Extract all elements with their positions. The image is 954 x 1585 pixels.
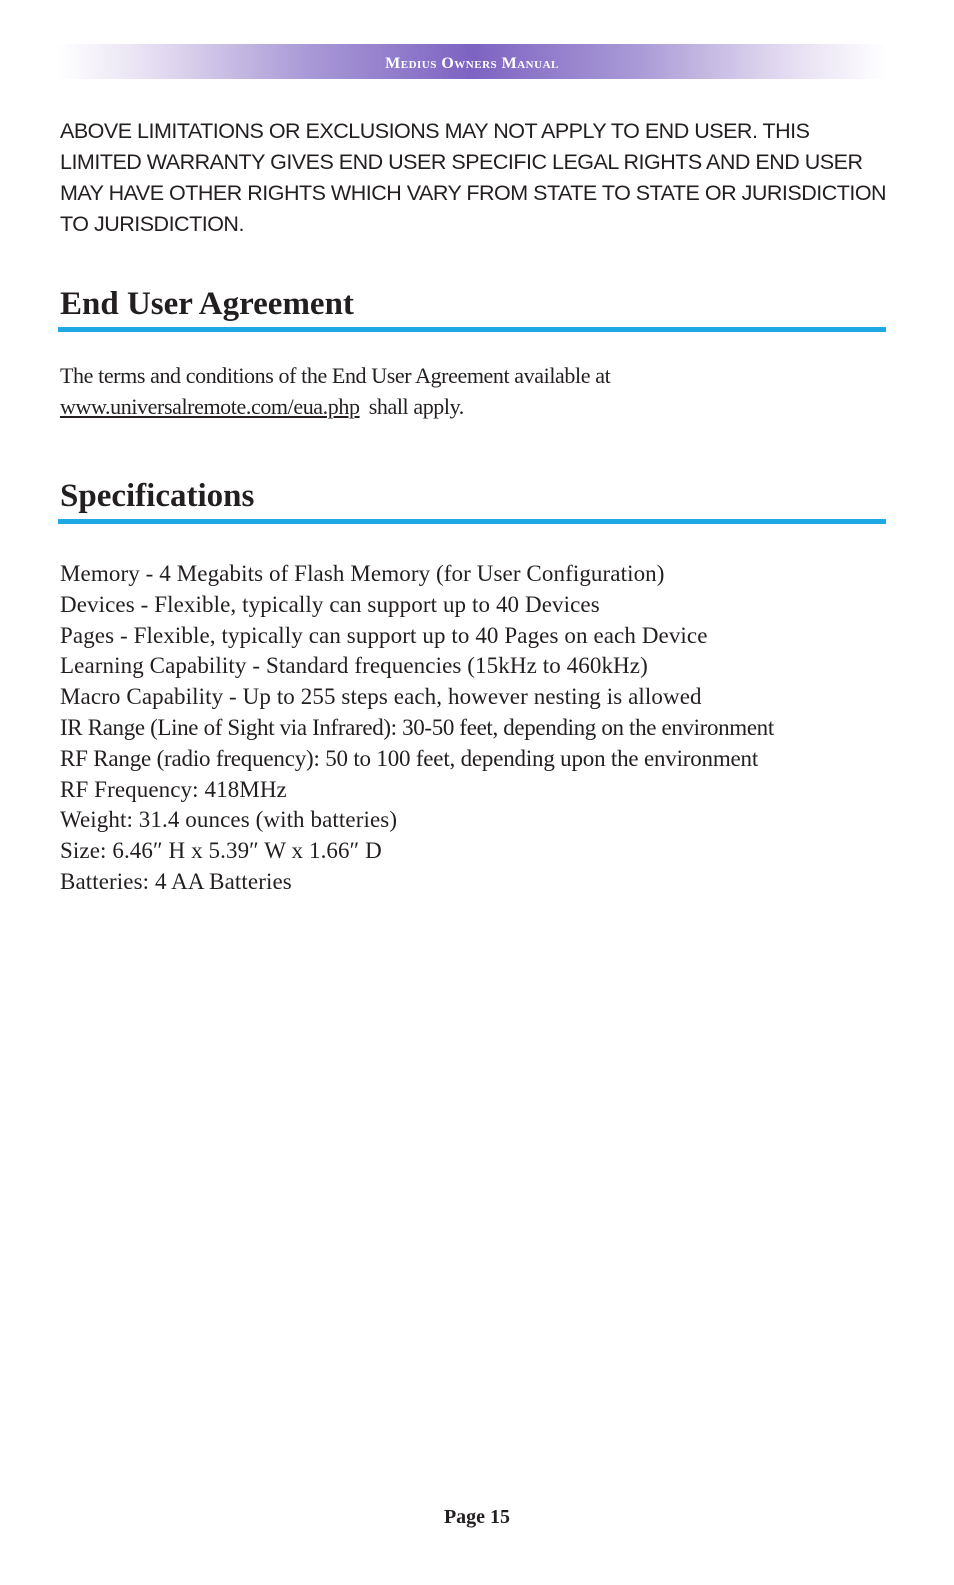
spec-item: Batteries: 4 AA Batteries <box>60 868 292 894</box>
spec-item: Learning Capability - Standard frequencies (15kHz to 460kHz) <box>60 653 648 679</box>
manual-title: Medius Owners Manual <box>385 54 559 72</box>
section-divider <box>58 519 886 524</box>
spec-item: RF Range (radio frequency): 50 to 100 feet, depending upon the environment <box>60 745 759 771</box>
spec-item: Size: 6.46″ H x 5.39″ W x 1.66″ D <box>60 838 382 864</box>
specifications-list <box>60 559 900 898</box>
eua-link[interactable]: www.universalremote.com/eua.php <box>60 394 360 419</box>
end-user-agreement-heading: End User Agreement <box>60 286 354 322</box>
warranty-continuation-text: ABOVE LIMITATIONS OR EXCLUSIONS MAY NOT APPLY TO END USER. THIS LIMITED WARRANTY GIVES END USER SPECIFIC LEGAL RIGHTS AND END USER MAY HAVE OTHER RIGHTS WHICH VARY FROM STATE TO STATE OR JURISDICTION TO JURISDICTION. <box>60 119 887 236</box>
spec-item: Weight: 31.4 ounces (with batteries) <box>60 807 398 833</box>
spec-item: RF Frequency: 418MHz <box>60 776 287 802</box>
eua-body-prefix: The terms and conditions of the End User Agreement available at <box>60 363 611 388</box>
spec-item: Devices - Flexible, typically can support up to 40 Devices <box>60 591 600 617</box>
end-user-agreement-text <box>60 360 880 422</box>
specifications-heading: Specifications <box>60 478 255 514</box>
spec-item: Pages - Flexible, typically can support up to 40 Pages on each Device <box>60 622 708 648</box>
eua-body-suffix: shall apply. <box>368 394 464 419</box>
spec-item: Memory - 4 Megabits of Flash Memory (for User Configuration) <box>60 561 665 586</box>
section-divider <box>58 327 886 332</box>
header-bar <box>58 44 886 79</box>
page-number: Page 15 <box>443 1506 511 1528</box>
spec-item: IR Range (Line of Sight via Infrared): 30-50 feet, depending on the environment <box>60 714 774 740</box>
spec-item: Macro Capability - Up to 255 steps each, however nesting is allowed <box>60 684 702 710</box>
